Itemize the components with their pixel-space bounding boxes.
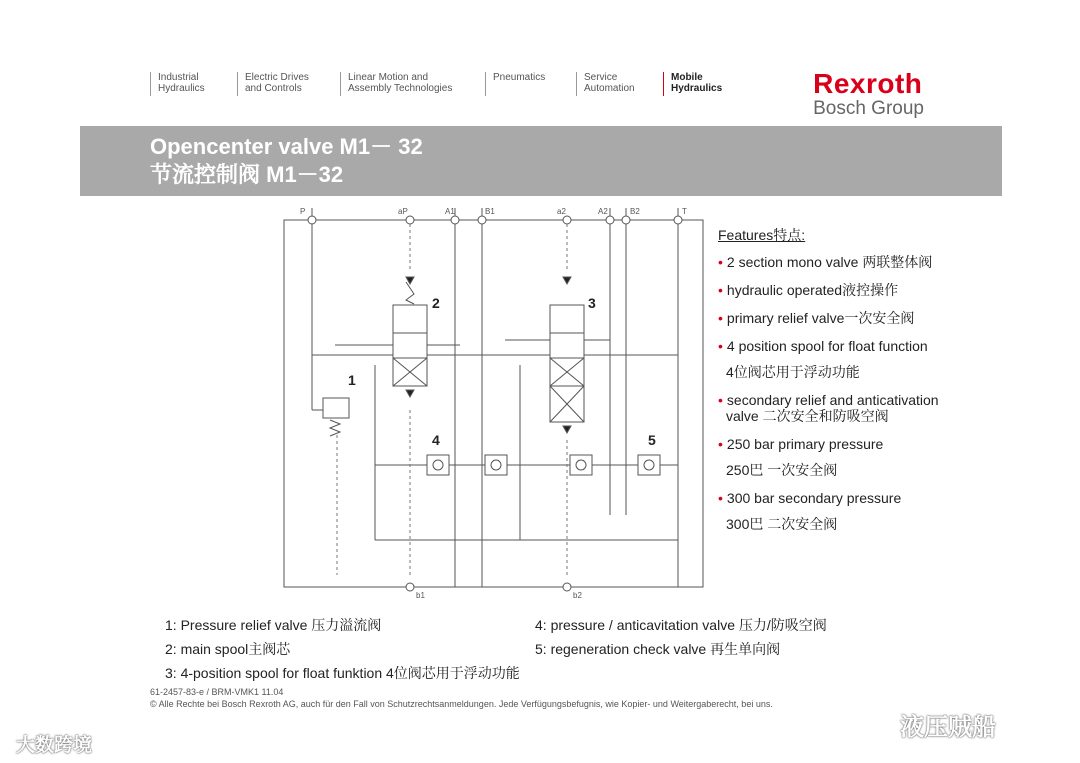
nav-label: and Controls [245,83,302,94]
callout-5: 5 [648,432,656,448]
port-b1 [478,216,486,224]
port-label-a2: a2 [557,207,566,216]
footer [150,686,773,710]
port-a2b [606,216,614,224]
nav-label: Electric Drives [245,72,309,83]
feature-item: • 300 bar secondary pressure [718,490,902,506]
callout-2: 2 [432,295,440,311]
features-heading: Features特点: [718,227,806,243]
slide [80,55,1002,715]
bottom-label-b1: b1 [416,591,425,600]
callout-3: 3 [588,295,596,311]
watermark-left: 大数跨境 [16,735,93,756]
legend-item-2: 2: main spool主阀芯 [165,641,291,657]
port-t [674,216,682,224]
nav-label: Hydraulics [671,83,723,94]
feature-item: • primary relief valve一次安全阀 [718,310,915,326]
nav-linear-motion[interactable] [340,72,452,94]
nav-label: Industrial [158,72,199,83]
nav-industrial-hydraulics[interactable] [150,72,205,94]
feature-item: • 2 section mono valve 两联整体阀 [718,254,933,270]
port-label-b1: B1 [485,207,495,216]
feature-sub: 4位阀芯用于浮动功能 [726,364,860,380]
features-list [718,225,988,543]
title-line-2: 节流控制阀 M1－32 [150,162,344,187]
port-label-a2b: A2 [598,207,608,216]
main-spool-2 [393,277,427,397]
feature-item: • hydraulic operated液控操作 [718,282,899,298]
title-line-1: Opencenter valve M1－ 32 [150,134,423,159]
brand-group: Bosch Group [813,98,924,119]
legend-item-3: 3: 4-position spool for float funktion 4位阀芯用于浮动功能 [165,665,520,681]
feature-sub: valve 二次安全和防吸空阀 [726,408,889,424]
port-label-ap: aP [398,207,408,216]
port-label-p: P [300,207,306,216]
legend-item-1: 1: Pressure relief valve 压力溢流阀 [165,617,382,633]
nav-label: Hydraulics [158,83,205,94]
nav-electric-drives[interactable] [237,72,309,94]
feature-item: • secondary relief and anticativation [718,392,939,408]
legend-item-5: 5: regeneration check valve 再生单向阀 [535,641,781,657]
feature-sub: 250巴 一次安全阀 [726,462,838,478]
footer-code: 61-2457-83-e / BRM-VMK1 11.04 [150,687,284,697]
port-label-a1: A1 [445,207,455,216]
hydraulic-schematic [280,200,710,600]
port-a2 [563,216,571,224]
callout-1: 1 [348,372,356,388]
footer-copyright: © Alle Rechte bei Bosch Rexroth AG, auch für den Fall von Schutzrechtsanmeldungen. Jede Verfügungsbefugnis, wie Kopier- und Weitergaberecht, bei uns. [150,699,773,709]
port-p [308,216,316,224]
brand-logo [813,69,924,119]
nav-mobile-hydraulics[interactable] [663,72,722,94]
nav-label: Service [584,72,618,83]
port-ap [406,216,414,224]
nav-service-automation[interactable] [576,72,635,94]
port-label-b2: B2 [630,207,640,216]
nav-pneumatics[interactable] [485,72,545,83]
brand-name: Rexroth [813,68,923,99]
feature-item: • 4 position spool for float function [718,338,928,354]
bottom-label-b2: b2 [573,591,582,600]
nav-label: Assembly Technologies [348,83,453,94]
legend-item-4: 4: pressure / anticavitation valve 压力/防吸空阀 [535,617,827,633]
port-a1 [451,216,459,224]
nav-label: Pneumatics [493,72,546,83]
regeneration-check-valve-5 [638,455,660,475]
nav-label: Mobile [671,72,703,83]
pressure-relief-valve-1 [323,398,349,436]
feature-sub: 300巴 二次安全阀 [726,516,838,532]
main-spool-3 [550,277,584,433]
port-b1-bottom [406,583,414,591]
nav-label: Automation [584,83,635,94]
top-bar [0,0,1080,30]
nav-label: Linear Motion and [348,72,429,83]
port-b2 [622,216,630,224]
feature-item: • 250 bar primary pressure [718,436,884,452]
port-label-t: T [682,207,687,216]
watermark-right: 液压贼船 [900,714,996,741]
legend-left [165,613,520,685]
legend-right [535,613,827,661]
callout-4: 4 [432,432,440,448]
port-b2-bottom [563,583,571,591]
title-band [80,126,1002,196]
